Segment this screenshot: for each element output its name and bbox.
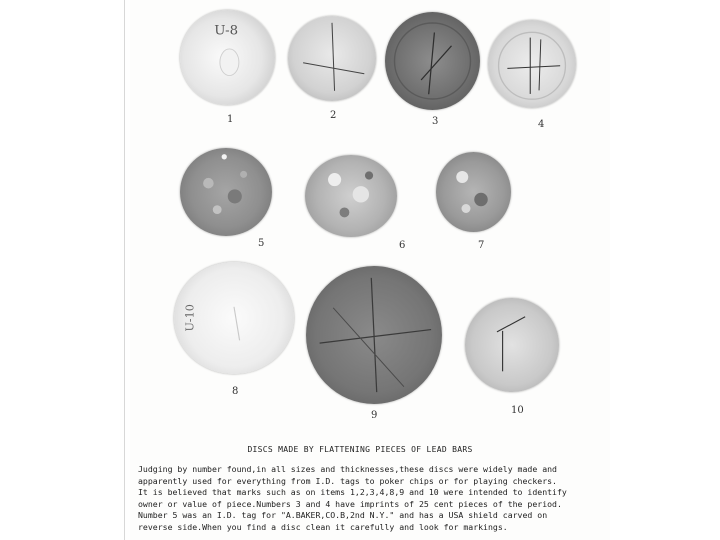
label-4: 4	[538, 119, 545, 130]
disc-7	[436, 152, 511, 232]
disc-3	[385, 12, 480, 110]
page-edge	[124, 0, 125, 540]
body-line: Judging by number found,in all sizes and thicknesses,these discs were widely made and	[138, 464, 557, 474]
label-7: 7	[478, 240, 485, 251]
disc-6	[305, 155, 397, 237]
body-line: reverse side.When you find a disc clean it carefully and look for markings.	[138, 521, 508, 532]
disc-10	[465, 298, 559, 392]
label-3: 3	[432, 116, 439, 127]
label-8: 8	[232, 386, 239, 397]
disc-9	[306, 266, 442, 404]
body-paragraph	[138, 464, 608, 533]
disc-1	[180, 10, 275, 105]
disc-8	[174, 262, 294, 374]
disc-2	[288, 16, 376, 101]
disc1-mark: U-8	[214, 23, 239, 39]
label-6: 6	[399, 240, 406, 251]
label-5: 5	[258, 238, 265, 249]
disc-5	[180, 148, 272, 236]
label-1: 1	[227, 114, 234, 125]
label-2: 2	[330, 110, 337, 121]
body-line: Number 5 was an I.D. tag for "A.BAKER,CO.B,2nd N.Y." and has a USA shield carved on	[138, 510, 548, 520]
label-10: 10	[511, 405, 524, 416]
body-line: apparently used for everything from I.D. tags to poker chips or for playing checkers.	[138, 475, 557, 486]
figure-caption: DISCS MADE BY FLATTENING PIECES OF LEAD BARS	[247, 445, 473, 454]
disc8-mark: U-10	[183, 304, 197, 332]
body-line: It is believed that marks such as on items 1,2,3,4,8,9 and 10 were intended to identify	[138, 487, 567, 497]
body-line: owner or value of piece.Numbers 3 and 4 have imprints of 25 cent pieces of the period.	[138, 498, 562, 509]
disc-4	[488, 20, 576, 108]
label-9: 9	[371, 410, 378, 421]
